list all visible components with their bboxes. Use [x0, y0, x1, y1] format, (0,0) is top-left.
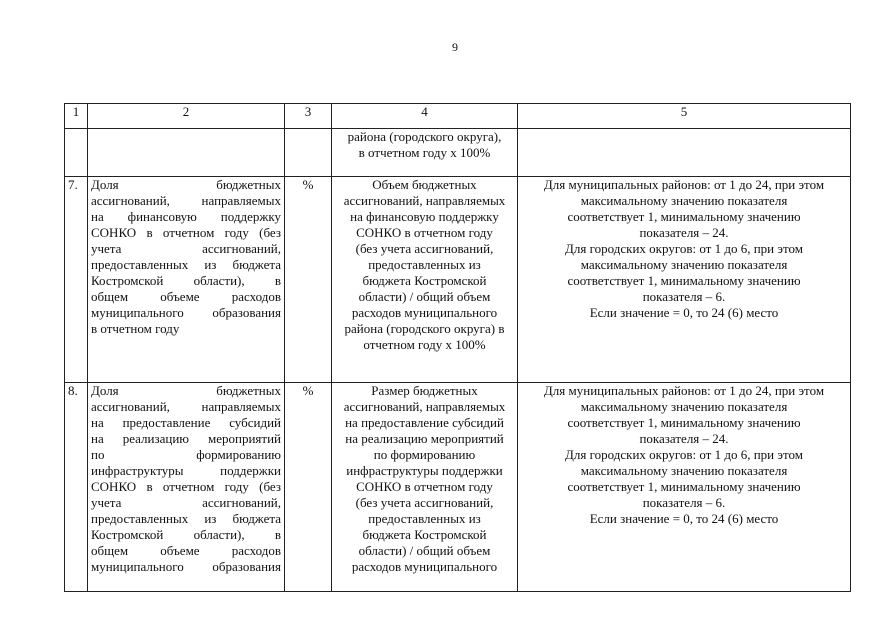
name-line: общем объеме расходов	[91, 543, 281, 558]
formula-line: бюджета Костромской	[362, 527, 487, 542]
header-col-1: 1	[65, 104, 88, 129]
name-line: Доля бюджетных	[91, 383, 281, 398]
name-line: Костромской области), в	[91, 273, 281, 288]
name-line: ассигнований, направляемых	[91, 193, 281, 208]
formula-cell	[332, 383, 518, 592]
criteria-line: соответствует 1, минимальному значению	[567, 479, 801, 494]
name-line: предоставленных из бюджета	[91, 257, 281, 272]
criteria-line: Для муниципальных районов: от 1 до 24, при этом	[543, 383, 825, 398]
criteria-line: Для городских округов: от 1 до 6, при этом	[565, 447, 803, 462]
formula-line: по формированию	[373, 447, 476, 462]
table-header-row	[65, 104, 851, 129]
table-row-8	[65, 383, 851, 592]
formula-line: расходов муниципального	[351, 559, 498, 574]
formula-line: Размер бюджетных	[371, 383, 478, 398]
formula-cell	[332, 177, 518, 383]
formula-line: Объем бюджетных	[372, 177, 477, 192]
criteria-cell	[518, 383, 851, 592]
name-line: Костромской области), в	[91, 527, 281, 542]
criteria-line: максимальному значению показателя	[580, 463, 788, 478]
name-line: учета ассигнований,	[91, 241, 281, 256]
continuation-num	[65, 129, 88, 177]
name-line: в отчетном году	[91, 321, 180, 336]
table-row-continuation	[65, 129, 851, 177]
criteria-line: показателя – 6.	[642, 289, 726, 304]
formula-line: на финансовую поддержку	[350, 209, 499, 224]
criteria-line: максимальному значению показателя	[580, 257, 788, 272]
criteria-line: соответствует 1, минимальному значению	[567, 415, 801, 430]
continuation-unit	[285, 129, 332, 177]
formula-line: СОНКО в отчетном году	[356, 479, 493, 494]
criteria-line: соответствует 1, минимальному значению	[567, 273, 801, 288]
formula-line: в отчетном году х 100%	[358, 145, 491, 160]
header-col-2: 2	[88, 104, 285, 129]
name-line: учета ассигнований,	[91, 495, 281, 510]
formula-line: района (городского округа) в	[344, 321, 505, 336]
name-line: по формированию	[91, 447, 281, 462]
header-col-4: 4	[332, 104, 518, 129]
continuation-name	[88, 129, 285, 177]
criteria-line: максимальному значению показателя	[580, 193, 788, 208]
formula-line: области) / общий объем	[358, 289, 491, 304]
name-line: СОНКО в отчетном году (без	[91, 225, 281, 240]
name-line: СОНКО в отчетном году (без	[91, 479, 281, 494]
continuation-criteria	[518, 129, 851, 177]
indicator-name	[88, 383, 285, 592]
name-line: муниципального образования	[91, 305, 281, 320]
criteria-line: показателя – 24.	[639, 225, 729, 240]
name-line: ассигнований, направляемых	[91, 399, 281, 414]
row-number: 8.	[65, 383, 88, 592]
formula-line: СОНКО в отчетном году	[356, 225, 493, 240]
formula-line: инфраструктуры поддержки	[346, 463, 503, 478]
criteria-line: Если значение = 0, то 24 (6) место	[589, 511, 779, 526]
criteria-line: показателя – 24.	[639, 431, 729, 446]
name-line: на финансовую поддержку	[91, 209, 281, 224]
formula-line: ассигнований, направляемых	[343, 399, 506, 414]
criteria-line: Если значение = 0, то 24 (6) место	[589, 305, 779, 320]
criteria-line: максимальному значению показателя	[580, 399, 788, 414]
formula-line: (без учета ассигнований,	[355, 495, 494, 510]
header-col-3: 3	[285, 104, 332, 129]
name-line: предоставленных из бюджета	[91, 511, 281, 526]
formula-line: ассигнований, направляемых	[343, 193, 506, 208]
criteria-line: Для муниципальных районов: от 1 до 24, при этом	[543, 177, 825, 192]
row-number: 7.	[65, 177, 88, 383]
formula-line: бюджета Костромской	[362, 273, 487, 288]
unit-cell: %	[285, 383, 332, 592]
name-line: Доля бюджетных	[91, 177, 281, 192]
name-line: муниципального образования	[91, 559, 281, 574]
formula-line: района (городского округа),	[347, 129, 502, 144]
header-col-5: 5	[518, 104, 851, 129]
indicator-table	[64, 103, 851, 592]
formula-line: предоставленных из	[368, 511, 481, 526]
name-line: на реализацию мероприятий	[91, 431, 281, 446]
formula-line: области) / общий объем	[358, 543, 491, 558]
page-number: 9	[452, 40, 458, 54]
name-line: общем объеме расходов	[91, 289, 281, 304]
formula-line: (без учета ассигнований,	[355, 241, 494, 256]
formula-line: на реализацию мероприятий	[345, 431, 504, 446]
table-row-7	[65, 177, 851, 383]
indicator-name	[88, 177, 285, 383]
formula-line: отчетном году х 100%	[363, 337, 486, 352]
name-line: инфраструктуры поддержки	[91, 463, 281, 478]
continuation-formula	[332, 129, 518, 177]
criteria-line: соответствует 1, минимальному значению	[567, 209, 801, 224]
criteria-line: Для городских округов: от 1 до 6, при этом	[565, 241, 803, 256]
formula-line: расходов муниципального	[351, 305, 498, 320]
name-line: на предоставление субсидий	[91, 415, 281, 430]
formula-line: на предоставление субсидий	[345, 415, 504, 430]
criteria-cell	[518, 177, 851, 383]
unit-cell: %	[285, 177, 332, 383]
formula-line: предоставленных из	[368, 257, 481, 272]
criteria-line: показателя – 6.	[642, 495, 726, 510]
